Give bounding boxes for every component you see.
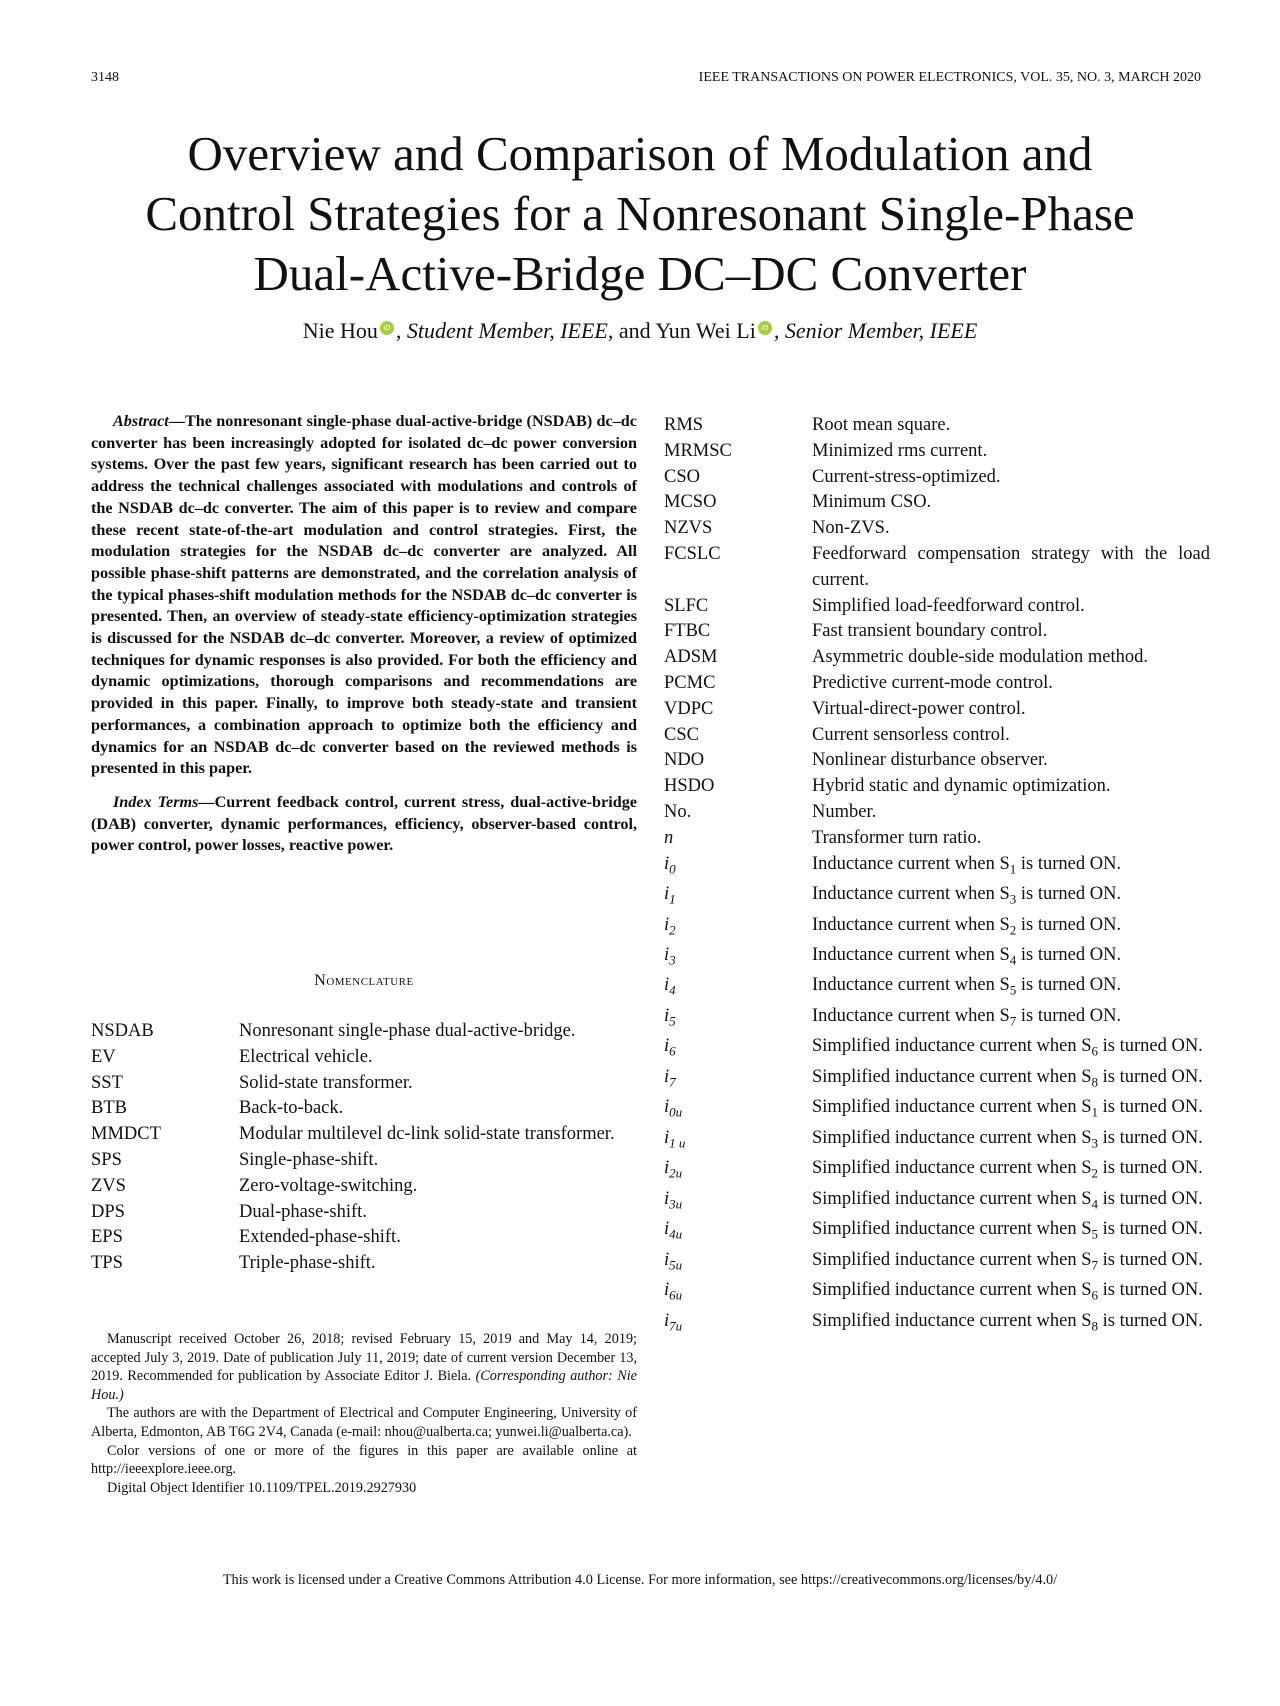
nomenclature-row bbox=[91, 1019, 637, 1045]
symbol-def bbox=[812, 943, 1210, 973]
switch-subscript: 8 bbox=[1091, 1318, 1098, 1334]
symbol-row bbox=[664, 913, 1210, 943]
nomenclature-def: Nonlinear disturbance observer. bbox=[812, 750, 1048, 771]
nomenclature-row bbox=[91, 1148, 637, 1174]
nomenclature-def: Back-to-back. bbox=[239, 1098, 344, 1119]
nomenclature-def: Electrical vehicle. bbox=[239, 1046, 373, 1067]
symbol-letter: i bbox=[664, 1036, 670, 1057]
symbol-row bbox=[664, 882, 1210, 912]
symbol-def-text: Inductance current when S bbox=[812, 884, 1010, 905]
symbol-def-text: Simplified inductance current when S bbox=[812, 1066, 1092, 1087]
symbol-name bbox=[664, 1248, 812, 1278]
symbol-subscript: 2u bbox=[669, 1166, 683, 1182]
symbol-subscript: 1 u bbox=[669, 1135, 686, 1151]
symbol-letter: i bbox=[664, 1188, 670, 1209]
symbol-subscript: 5u bbox=[669, 1257, 683, 1273]
title-line-1: Overview and Comparison of Modulation and bbox=[187, 126, 1093, 181]
nomenclature-abbr: FCSLC bbox=[664, 543, 721, 564]
switch-subscript: 7 bbox=[1091, 1257, 1098, 1273]
nomenclature-abbr: ADSM bbox=[664, 647, 718, 668]
symbol-subscript: 4 bbox=[669, 983, 676, 999]
symbol-letter: i bbox=[664, 1097, 670, 1118]
nomenclature-abbr: SST bbox=[91, 1072, 123, 1093]
index-terms-text: —Current feedback control, current stress, dual-active-bridge (DAB) converter, dynamic performances, efficiency, observer-based control, power control, power losses, reactive power. bbox=[91, 792, 637, 855]
orcid-icon[interactable]: iD bbox=[380, 321, 394, 335]
symbol-def bbox=[812, 1065, 1210, 1095]
nomenclature-abbr: MCSO bbox=[664, 492, 717, 513]
nomenclature-abbr: VDPC bbox=[664, 698, 714, 719]
title-line-3: Dual-Active-Bridge DC–DC Converter bbox=[253, 246, 1027, 301]
nomenclature-def: Virtual-direct-power control. bbox=[812, 698, 1026, 719]
paper-title bbox=[60, 124, 1220, 304]
nomenclature-right-list bbox=[664, 413, 1210, 1339]
author-1-role: , Student Member, IEEE, bbox=[395, 318, 614, 343]
nomenclature-abbr: No. bbox=[664, 801, 692, 822]
symbol-def-text: Simplified inductance current when S bbox=[812, 1158, 1092, 1179]
symbol-def bbox=[812, 913, 1210, 943]
nomenclature-def: Transformer turn ratio. bbox=[812, 827, 982, 848]
nomenclature-def: Hybrid static and dynamic optimization. bbox=[812, 776, 1111, 797]
symbol-def bbox=[812, 852, 1210, 882]
symbol-def-text: Simplified inductance current when S bbox=[812, 1127, 1092, 1148]
symbol-row bbox=[664, 852, 1210, 882]
switch-subscript: 2 bbox=[1009, 922, 1017, 938]
symbol-subscript: 6u bbox=[669, 1288, 683, 1304]
switch-subscript: 6 bbox=[1091, 1288, 1098, 1304]
footnote-manuscript bbox=[91, 1330, 637, 1404]
nomenclature-abbr: n bbox=[664, 827, 674, 848]
symbol-name bbox=[664, 852, 812, 882]
nomenclature-def: Single-phase-shift. bbox=[239, 1149, 379, 1170]
nomenclature-row bbox=[664, 490, 1210, 516]
symbol-def-tail: is turned ON. bbox=[1016, 1005, 1122, 1026]
nomenclature-abbr: NDO bbox=[664, 750, 705, 771]
nomenclature-row bbox=[91, 1122, 637, 1148]
symbol-row bbox=[664, 1004, 1210, 1034]
symbol-letter: i bbox=[664, 1127, 670, 1148]
symbol-subscript: 2 bbox=[669, 922, 676, 938]
symbol-letter: i bbox=[664, 1219, 670, 1240]
nomenclature-row bbox=[664, 619, 1210, 645]
nomenclature-def: Dual-phase-shift. bbox=[239, 1201, 367, 1222]
switch-subscript: 5 bbox=[1009, 983, 1017, 999]
nomenclature-row bbox=[664, 774, 1210, 800]
nomenclature-def: Root mean square. bbox=[812, 415, 951, 435]
symbol-row bbox=[664, 1156, 1210, 1186]
symbol-subscript: 7 bbox=[669, 1074, 676, 1090]
author-1: Nie Hou bbox=[302, 318, 378, 343]
nomenclature-abbr: CSC bbox=[664, 724, 699, 745]
symbol-subscript: 4u bbox=[669, 1227, 683, 1243]
symbol-subscript: 3 bbox=[669, 952, 676, 968]
symbol-name bbox=[664, 1278, 812, 1308]
symbol-subscript: 0u bbox=[669, 1105, 683, 1121]
symbol-subscript: 5 bbox=[669, 1013, 676, 1029]
symbol-row bbox=[664, 973, 1210, 1003]
nomenclature-abbr: ZVS bbox=[91, 1175, 126, 1196]
symbol-row bbox=[664, 943, 1210, 973]
symbol-def-tail: is turned ON. bbox=[1097, 1280, 1203, 1301]
nomenclature-row bbox=[664, 516, 1210, 542]
symbol-def bbox=[812, 1095, 1210, 1125]
symbol-def-text: Simplified inductance current when S bbox=[812, 1097, 1092, 1118]
nomenclature-abbr: NZVS bbox=[664, 518, 713, 539]
switch-subscript: 2 bbox=[1091, 1166, 1098, 1182]
nomenclature-def: Extended-phase-shift. bbox=[239, 1227, 401, 1248]
abstract bbox=[91, 411, 637, 857]
symbol-name bbox=[664, 1156, 812, 1186]
nomenclature-def: Minimized rms current. bbox=[812, 440, 988, 461]
symbol-subscript: 0 bbox=[669, 861, 676, 877]
nomenclature-def: Fast transient boundary control. bbox=[812, 621, 1048, 642]
symbol-row bbox=[664, 1126, 1210, 1156]
nomenclature-row bbox=[91, 1225, 637, 1251]
nomenclature-def: Simplified load-feedforward control. bbox=[812, 595, 1085, 616]
symbol-def-tail: is turned ON. bbox=[1016, 914, 1122, 935]
author-connector: and bbox=[613, 318, 656, 343]
nomenclature-abbr: MRMSC bbox=[664, 440, 732, 461]
nomenclature-row bbox=[664, 800, 1210, 826]
symbol-def-text: Simplified inductance current when S bbox=[812, 1249, 1092, 1270]
nomenclature-row bbox=[664, 671, 1210, 697]
symbol-def-tail: is turned ON. bbox=[1097, 1036, 1203, 1057]
nomenclature-row bbox=[664, 594, 1210, 620]
footnote-affiliation: The authors are with the Department of Electrical and Computer Engineering, University of Alberta, Edmonton, AB T6G 2V4, Canada (e-mail: nhou@ualberta.ca; yunwei.li@ualberta.ca). bbox=[91, 1405, 637, 1440]
nomenclature-def: Current sensorless control. bbox=[812, 724, 1010, 745]
symbol-name bbox=[664, 1217, 812, 1247]
nomenclature-abbr: MMDCT bbox=[91, 1124, 161, 1145]
symbol-letter: i bbox=[664, 853, 670, 874]
orcid-icon[interactable]: iD bbox=[758, 321, 772, 335]
nomenclature-abbr: RMS bbox=[664, 415, 704, 435]
symbol-name bbox=[664, 1065, 812, 1095]
switch-subscript: 4 bbox=[1009, 952, 1017, 968]
switch-subscript: 8 bbox=[1091, 1074, 1098, 1090]
symbol-def bbox=[812, 1034, 1210, 1064]
symbol-row bbox=[664, 1065, 1210, 1095]
nomenclature-heading: Nomenclature bbox=[314, 972, 414, 989]
symbol-letter: i bbox=[664, 945, 670, 965]
nomenclature-abbr: DPS bbox=[91, 1201, 125, 1222]
author-line bbox=[60, 318, 1220, 344]
symbol-name bbox=[664, 1034, 812, 1064]
footnote-corresponding: (Corresponding author: Nie Hou.) bbox=[91, 1368, 637, 1403]
symbol-subscript: 3u bbox=[669, 1196, 683, 1212]
symbol-def-tail: is turned ON. bbox=[1097, 1097, 1203, 1118]
symbol-def bbox=[812, 1278, 1210, 1308]
symbol-def bbox=[812, 1217, 1210, 1247]
switch-subscript: 3 bbox=[1091, 1135, 1098, 1151]
index-terms bbox=[91, 792, 637, 857]
nomenclature-abbr: EV bbox=[91, 1046, 116, 1067]
symbol-def-text: Simplified inductance current when S bbox=[812, 1219, 1092, 1240]
nomenclature-row bbox=[664, 645, 1210, 671]
switch-subscript: 4 bbox=[1091, 1196, 1098, 1212]
switch-subscript: 1 bbox=[1091, 1105, 1098, 1121]
symbol-def-tail: is turned ON. bbox=[1097, 1188, 1203, 1209]
symbol-def bbox=[812, 1156, 1210, 1186]
nomenclature-row bbox=[664, 748, 1210, 774]
symbol-def-tail: is turned ON. bbox=[1097, 1158, 1203, 1179]
nomenclature-row bbox=[91, 1045, 637, 1071]
symbol-def-text: Simplified inductance current when S bbox=[812, 1310, 1092, 1331]
symbol-letter: i bbox=[664, 1158, 670, 1179]
nomenclature-abbr: CSO bbox=[664, 466, 700, 487]
symbol-name bbox=[664, 973, 812, 1003]
symbol-name bbox=[664, 1309, 812, 1339]
symbol-def-text: Simplified inductance current when S bbox=[812, 1036, 1092, 1057]
symbol-subscript: 1 bbox=[669, 891, 676, 907]
nomenclature-abbr: TPS bbox=[91, 1253, 123, 1274]
nomenclature-def: Non-ZVS. bbox=[812, 518, 890, 539]
author-2: Yun Wei Li bbox=[655, 318, 756, 343]
symbol-def-tail: is turned ON. bbox=[1016, 884, 1122, 905]
symbol-row bbox=[664, 1217, 1210, 1247]
footnote-color: Color versions of one or more of the figures in this paper are available online at http://ieeexplore.ieee.org. bbox=[91, 1442, 637, 1478]
nomenclature-row bbox=[664, 723, 1210, 749]
symbol-subscript: 6 bbox=[669, 1044, 676, 1060]
nomenclature-def: Solid-state transformer. bbox=[239, 1072, 413, 1093]
nomenclature-def: Modular multilevel dc-link solid-state transformer. bbox=[239, 1124, 615, 1145]
switch-subscript: 7 bbox=[1009, 1013, 1017, 1029]
symbol-def bbox=[812, 1126, 1210, 1156]
symbol-def-text: Simplified inductance current when S bbox=[812, 1188, 1092, 1209]
symbol-def bbox=[812, 1248, 1210, 1278]
nomenclature-def: Number. bbox=[812, 801, 877, 822]
nomenclature-def: Minimum CSO. bbox=[812, 492, 932, 513]
symbol-def-text: Inductance current when S bbox=[812, 945, 1010, 965]
symbol-letter: i bbox=[664, 1249, 670, 1270]
footnotes bbox=[91, 1330, 637, 1497]
symbol-def bbox=[812, 882, 1210, 912]
symbol-def bbox=[812, 1187, 1210, 1217]
symbol-letter: i bbox=[664, 1310, 670, 1331]
nomenclature-row bbox=[664, 542, 1210, 594]
symbol-row bbox=[664, 1278, 1210, 1308]
switch-subscript: 3 bbox=[1009, 891, 1017, 907]
nomenclature-row bbox=[91, 1174, 637, 1200]
abstract-text: —The nonresonant single-phase dual-active-bridge (NSDAB) dc–dc converter has been increasingly adopted for isolated dc–dc power conversion systems. Over the past few years, significant research has been carried out to address the technical challenges associated with modulations and controls of the NSDAB dc–dc converter. The aim of this paper is to review and compare these recent state-of-the-art modulation and control strategies. First, the modulation strategies for the NSDAB dc–dc converter are analyzed. All possible phase-shift patterns are demonstrated, and the correlation analysis of the typical phases-shift modulation methods for the NSDAB dc–dc converter is presented. Then, an overview of steady-state efficiency-optimization strategies is discussed for the NSDAB dc–dc converter. Moreover, a review of optimized techniques for dynamic responses is also provided. For both the efficiency and dynamic optimizations, thorough comparisons and recommendations are provided in this paper. Finally, to improve both steady-state and transient performances, a combination approach to optimize both the efficiency and dynamics for an NSDAB dc–dc converter based on the reviewed methods is presented in this paper. bbox=[91, 412, 637, 778]
symbol-def bbox=[812, 1004, 1210, 1034]
symbol-row bbox=[664, 1248, 1210, 1278]
nomenclature-def: Zero-voltage-switching. bbox=[239, 1175, 418, 1196]
nomenclature-abbr: PCMC bbox=[664, 672, 716, 693]
symbol-name bbox=[664, 1126, 812, 1156]
abstract-paragraph bbox=[91, 411, 637, 780]
nomenclature-abbr: NSDAB bbox=[91, 1021, 154, 1041]
nomenclature-def: Current-stress-optimized. bbox=[812, 466, 1001, 487]
symbol-def-tail: is turned ON. bbox=[1097, 1066, 1203, 1087]
symbol-def-tail: is turned ON. bbox=[1097, 1219, 1203, 1240]
symbol-letter: i bbox=[664, 1280, 670, 1301]
symbol-row bbox=[664, 1187, 1210, 1217]
symbol-def-text: Simplified inductance current when S bbox=[812, 1280, 1092, 1301]
switch-subscript: 1 bbox=[1009, 861, 1017, 877]
symbol-def-text: Inductance current when S bbox=[812, 1005, 1010, 1026]
license-notice: This work is licensed under a Creative Commons Attribution 4.0 License. For more information, see https://creativecommons.org/licenses/by/4.0/ bbox=[222, 1572, 1058, 1588]
symbol-def-tail: is turned ON. bbox=[1097, 1249, 1203, 1270]
nomenclature-row bbox=[664, 465, 1210, 491]
symbol-def bbox=[812, 1309, 1210, 1339]
nomenclature-abbr: SPS bbox=[91, 1149, 122, 1170]
abstract-label: Abstract bbox=[113, 412, 169, 430]
nomenclature-row bbox=[664, 413, 1210, 439]
footnote-doi: Digital Object Identifier 10.1109/TPEL.2019.2927930 bbox=[107, 1479, 417, 1496]
nomenclature-row bbox=[664, 697, 1210, 723]
symbol-letter: i bbox=[664, 1066, 670, 1087]
title-line-2: Control Strategies for a Nonresonant Single-Phase bbox=[145, 186, 1135, 241]
nomenclature-row bbox=[91, 1071, 637, 1097]
symbol-def-tail: is turned ON. bbox=[1016, 853, 1122, 874]
nomenclature-abbr: HSDO bbox=[664, 776, 715, 797]
symbol-name bbox=[664, 913, 812, 943]
nomenclature-def: Triple-phase-shift. bbox=[239, 1253, 376, 1274]
symbol-def bbox=[812, 973, 1210, 1003]
symbol-def-tail: is turned ON. bbox=[1097, 1310, 1203, 1331]
symbol-name bbox=[664, 1004, 812, 1034]
symbol-letter: i bbox=[664, 975, 670, 996]
nomenclature-row bbox=[91, 1096, 637, 1122]
switch-subscript: 5 bbox=[1091, 1227, 1098, 1243]
journal-info: IEEE TRANSACTIONS ON POWER ELECTRONICS, VOL. 35, NO. 3, MARCH 2020 bbox=[698, 70, 1201, 85]
symbol-row bbox=[664, 1095, 1210, 1125]
symbol-row bbox=[664, 1309, 1210, 1339]
index-terms-label: Index Terms bbox=[113, 792, 199, 811]
symbol-def-text: Inductance current when S bbox=[812, 914, 1010, 935]
nomenclature-abbr: BTB bbox=[91, 1098, 127, 1119]
nomenclature-row bbox=[664, 439, 1210, 465]
symbol-subscript: 7u bbox=[669, 1318, 683, 1334]
nomenclature-def: Feedforward compensation strategy with the load current. bbox=[812, 543, 1210, 590]
symbol-def-text: Inductance current when S bbox=[812, 975, 1010, 996]
symbol-name bbox=[664, 882, 812, 912]
symbol-letter: i bbox=[664, 1005, 670, 1026]
nomenclature-row bbox=[91, 1200, 637, 1226]
symbol-def-tail: is turned ON. bbox=[1016, 945, 1122, 965]
nomenclature-abbr: EPS bbox=[91, 1227, 123, 1248]
symbol-letter: i bbox=[664, 884, 670, 905]
nomenclature-abbr: FTBC bbox=[664, 621, 711, 642]
nomenclature-def: Nonresonant single-phase dual-active-bridge. bbox=[239, 1021, 576, 1041]
symbol-def-tail: is turned ON. bbox=[1016, 975, 1122, 996]
nomenclature-row bbox=[664, 826, 1210, 852]
symbol-letter: i bbox=[664, 914, 670, 935]
nomenclature-left-list bbox=[91, 1019, 637, 1277]
switch-subscript: 6 bbox=[1091, 1044, 1098, 1060]
symbol-def-tail: is turned ON. bbox=[1097, 1127, 1203, 1148]
author-2-role: , Senior Member, IEEE bbox=[773, 318, 978, 343]
symbol-name bbox=[664, 943, 812, 973]
symbol-row bbox=[664, 1034, 1210, 1064]
page-number: 3148 bbox=[91, 70, 119, 85]
running-header bbox=[91, 70, 1201, 90]
footnote-manuscript-text: Manuscript received October 26, 2018; revised February 15, 2019 and May 14, 2019; accepted July 3, 2019. Date of publication July 11, 2019; date of current version December 13, 2019. Recommended for publication by Associate Editor J. Biela. bbox=[91, 1331, 637, 1385]
nomenclature-def: Asymmetric double-side modulation method. bbox=[812, 647, 1149, 668]
symbol-name bbox=[664, 1187, 812, 1217]
symbol-def-text: Inductance current when S bbox=[812, 853, 1010, 874]
nomenclature-abbr: SLFC bbox=[664, 595, 709, 616]
symbol-name bbox=[664, 1095, 812, 1125]
nomenclature-row bbox=[91, 1251, 637, 1277]
nomenclature-def: Predictive current-mode control. bbox=[812, 672, 1053, 693]
